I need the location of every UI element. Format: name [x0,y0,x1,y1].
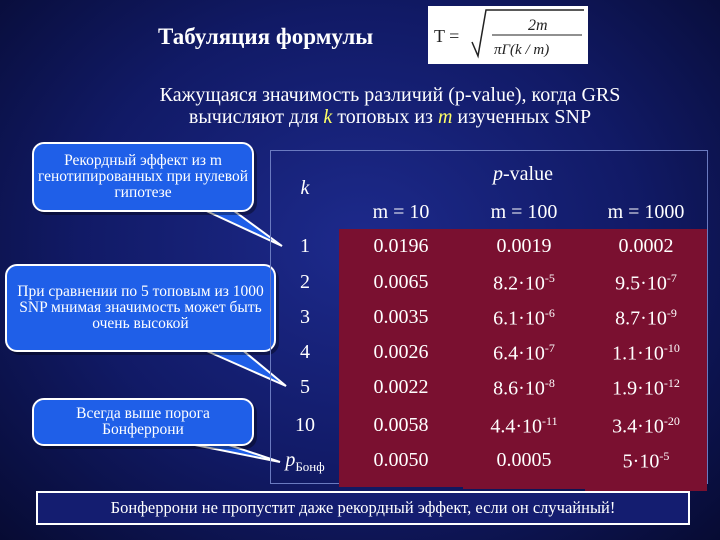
pvalue-header: p-value [493,163,553,185]
svg-text:T =: T = [434,26,460,46]
k-header: k [300,177,310,199]
callout-top5-comparison: При сравнении по 5 топовым из 1000 SNP мнимая значимость может быть очень высокой [5,264,276,352]
callout-bonferroni-threshold: Всегда выше порога Бонферрони [32,398,254,446]
subtitle [80,84,700,128]
header-m100: m = 100 [490,201,558,223]
svg-text:2m: 2m [528,17,548,34]
subtitle-line-1: Кажущаяся значимость различий (p-value), когда GRS [159,84,621,106]
subtitle-line-2: вычисляют для k топовых из m изученных SNP [188,106,592,128]
page-title: Табуляция формулы [158,24,374,49]
pvalue-table: k p-value m = 10 m = 100 m = 1000 1 0.0196 0.0019 0.0002 2 0.0065 $8.2\cdot 10^{-5}$ $9.5\cdot 10^{-7}$ 3 0.0035 $6.1\cdot 10^{-6}$ $8.7\cdot 10^{-9}$ 4 0.0026 $6.4\cdot 10^{-7}$ $1.1\cdot 10^{-10}$ 5 0.0022 $8.6\cdot 10^{-8}$ $1.9\cdot 10^{-12}$ 10 0.0058 $4.4\cdot 10^{-11}$ $3.4\cdot 10^{-20}$ $p_{Бонф}$ 0.0050 0.0005 $5\cdot 10^{-5}$ [270,150,708,484]
header-m10: m = 10 [372,201,430,223]
footer-note: Бонферрони не пропустит даже рекордный эффект, если он случайный! [36,491,690,525]
formula-image [428,6,588,64]
header-m1000: m = 1000 [607,201,685,223]
svg-text:πΓ(k / m): πΓ(k / m) [494,42,550,58]
callout-record-effect: Рекордный эффект из m генотипированных при нулевой гипотезе [32,142,254,212]
